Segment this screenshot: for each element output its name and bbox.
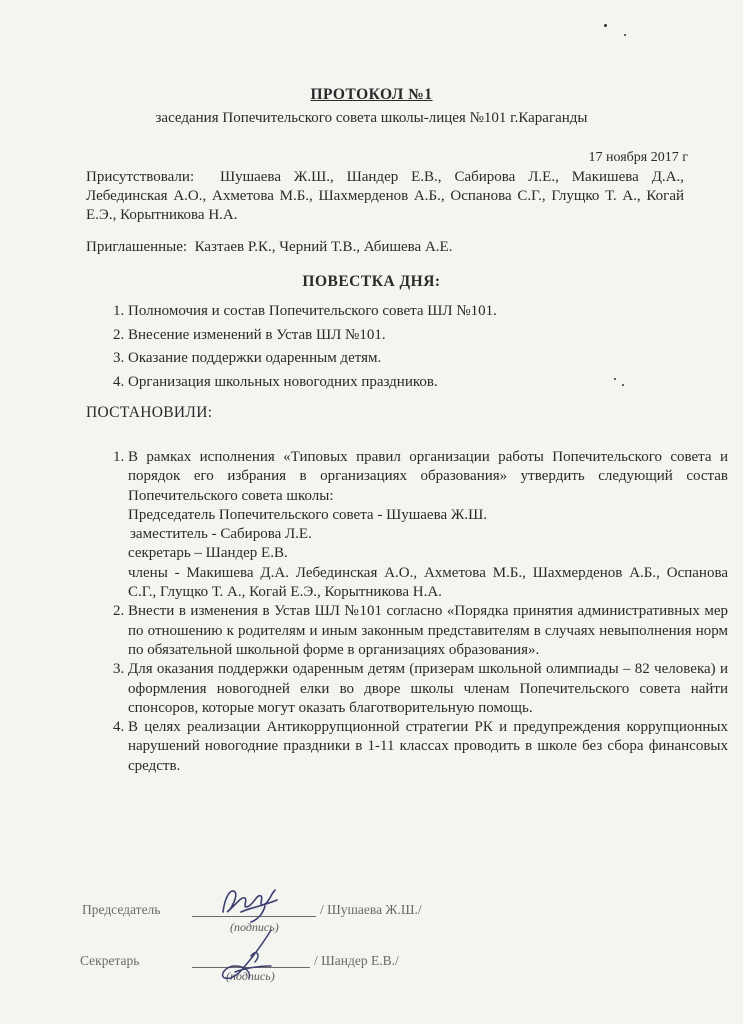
chair-signature-label: Председатель: [82, 902, 161, 917]
resolution-item: 4. В целях реализации Антикоррупционной стратегии РК и предупреждения коррупционных нарушений новогодние праздники в 1-11 классах проводить в школе без сбора финансовых средств.: [128, 718, 728, 776]
resolution-item: 3. Для оказания поддержки одаренным детям (призерам школьной олимпиады – 82 человека) и оформления новогодней елки во дворе школы членам Попечительского совета найти спонсоров, которые могут оказать благотворительную помощь.: [128, 660, 728, 718]
agenda-item: 2. Внесение изменений в Устав ШЛ №101.: [128, 324, 688, 348]
resolutions-list: [90, 448, 728, 776]
attendees-present: [86, 168, 684, 225]
attendees-invited: [86, 239, 686, 256]
secretary-signature-caption: (подпись): [226, 969, 275, 983]
scan-speck: [614, 378, 616, 380]
scan-speck: [604, 24, 607, 27]
document-subtitle: заседания Попечительского совета школы-лицея №101 г.Караганды: [155, 110, 588, 126]
resolution-item: [128, 448, 728, 602]
present-label: Присутствовали:: [86, 169, 195, 185]
resolution-1-intro: 1. В рамках исполнения «Типовых правил организации работы Попечительского совета и порядок его избрания в организациях образования» утвердить следующий состав Попечительского совета школы:: [128, 449, 728, 504]
scan-speck: [622, 384, 624, 386]
chair-signature-caption: (подпись): [230, 920, 279, 934]
document-date: 17 ноября 2017 г: [588, 150, 688, 165]
agenda-heading: ПОВЕСТКА ДНЯ:: [302, 273, 441, 290]
agenda-item: 3. Оказание поддержки одаренным детям.: [128, 347, 688, 371]
invited-names: Казтаев Р.К., Черний Т.В., Абишева А.Е.: [194, 239, 453, 255]
board-secretary: секретарь – Шандер Е.В.: [128, 545, 288, 562]
agenda-item: 1. Полномочия и состав Попечительского совета ШЛ №101.: [128, 300, 688, 324]
present-names: Шушаева Ж.Ш., Шандер Е.В., Сабирова Л.Е., Макишева Д.А., Лебединская А.О., Ахметова М.Б., Шахмерденов А.Б., Оспанова С.Г., Глущко Т. А., Когай Е.Э., Корытникова Н.А.: [86, 169, 685, 223]
agenda-item: 4. Организация школьных новогодних праздников.: [128, 371, 688, 395]
chair-handwritten-signature: [205, 882, 285, 926]
document-title: ПРОТОКОЛ №1: [310, 86, 433, 103]
secretary-signature-label: Секретарь: [80, 953, 140, 968]
secretary-signature-name: / Шандер Е.В./: [314, 953, 399, 968]
invited-label: Приглашенные:: [86, 239, 188, 255]
chair-signature-name: / Шушаева Ж.Ш./: [320, 902, 422, 917]
secretary-handwritten-signature: [205, 926, 305, 990]
board-members: члены - Макишева Д.А. Лебединская А.О., Ахметова М.Б., Шахмерденов А.Б., Оспанова С.Г., Глущко Т. А., Когай Е.Э., Корытникова Н.А.: [128, 564, 728, 601]
board-deputy: заместитель - Сабирова Л.Е.: [130, 526, 312, 543]
resolutions-heading: ПОСТАНОВИЛИ:: [86, 404, 213, 421]
agenda-list: [90, 300, 688, 394]
scan-speck: [624, 34, 626, 36]
resolution-item: 2. Внести в изменения в Устав ШЛ №101 согласно «Порядка принятия административных мер по отношению к родителям и иным законным представителям в случаях невыполнения норм по обязательной школьной форме в организациях образования».: [128, 602, 728, 660]
board-chair: Председатель Попечительского совета - Шушаева Ж.Ш.: [128, 506, 487, 523]
